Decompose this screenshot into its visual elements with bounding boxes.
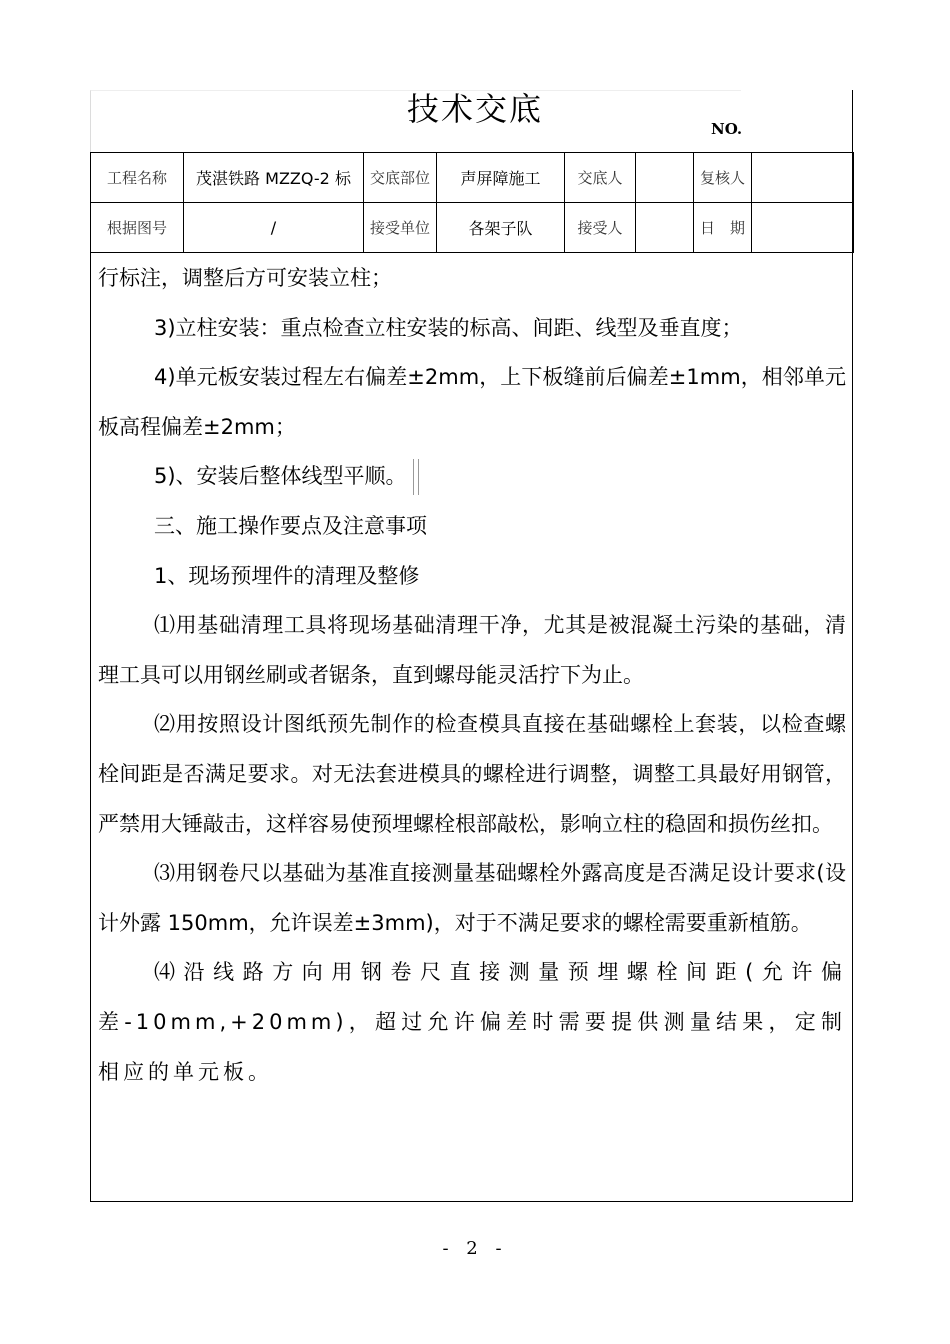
document-title: 技术交底 — [406, 90, 543, 128]
reviewer-label: 复核人 — [694, 153, 752, 203]
page-number: - 2 - — [442, 1238, 508, 1259]
discloser-label: 交底人 — [565, 153, 636, 203]
project-name-value: 茂湛铁路 MZZQ-2 标 — [184, 153, 364, 203]
subsection-heading: 1、现场预埋件的清理及整修 — [154, 563, 420, 588]
location-label: 交底部位 — [364, 153, 437, 203]
location-value: 声屏障施工 — [437, 153, 565, 203]
text-cursor-mark — [413, 459, 419, 495]
date-value — [752, 203, 854, 253]
receiver-value — [636, 203, 694, 253]
content-paragraph: 行标注，调整后方可安装立柱； — [98, 266, 392, 290]
drawing-number-label: 根据图号 — [91, 203, 184, 253]
info-row-1 — [91, 153, 854, 203]
date-label: 日 期 — [694, 203, 752, 253]
info-row-2 — [91, 203, 854, 253]
content-body — [98, 254, 846, 1097]
receiver-label: 接受人 — [565, 203, 636, 253]
content-paragraph: ⑴用基础清理工具将现场基础清理干净，尤其是被混凝土污染的基础，清理工具可以用钢丝刷或者锯条，直到螺母能灵活拧下为止。 — [98, 613, 846, 687]
reviewer-value — [752, 153, 854, 203]
receiver-unit-label: 接受单位 — [364, 203, 437, 253]
drawing-number-value: / — [184, 203, 364, 253]
content-paragraph-text: 5)、安装后整体线型平顺。 — [154, 464, 407, 489]
content-paragraph: ⑶用钢卷尺以基础为基准直接测量基础螺栓外露高度是否满足设计要求(设计外露 150mm，允许误差±3mm)，对于不满足要求的螺栓需要重新植筋。 — [98, 861, 846, 935]
content-paragraph — [98, 452, 846, 502]
project-name-label: 工程名称 — [91, 153, 184, 203]
discloser-value — [636, 153, 694, 203]
content-paragraph: ⑷沿线路方向用钢卷尺直接测量预埋螺栓间距(允许偏差-10mm,+20mm)，超过允许偏差时需要提供测量结果，定制相应的单元板。 — [98, 960, 846, 1084]
section-heading: 三、施工操作要点及注意事项 — [154, 513, 427, 538]
document-number-label: NO. — [711, 120, 743, 138]
info-table — [90, 152, 854, 253]
content-paragraph: 3)立柱安装：重点检查立柱安装的标高、间距、线型及垂直度； — [154, 315, 743, 340]
content-paragraph: 4)单元板安装过程左右偏差±2mm，上下板缝前后偏差±1mm，相邻单元板高程偏差±2mm； — [98, 365, 846, 439]
content-paragraph: ⑵用按照设计图纸预先制作的检查模具直接在基础螺栓上套装，以检查螺栓间距是否满足要求。对无法套进模具的螺栓进行调整，调整工具最好用钢管，严禁用大锤敲击，这样容易使预埋螺栓根部敲松，影响立柱的稳固和损伤丝扣。 — [98, 712, 846, 836]
receiver-unit-value: 各架子队 — [437, 203, 565, 253]
